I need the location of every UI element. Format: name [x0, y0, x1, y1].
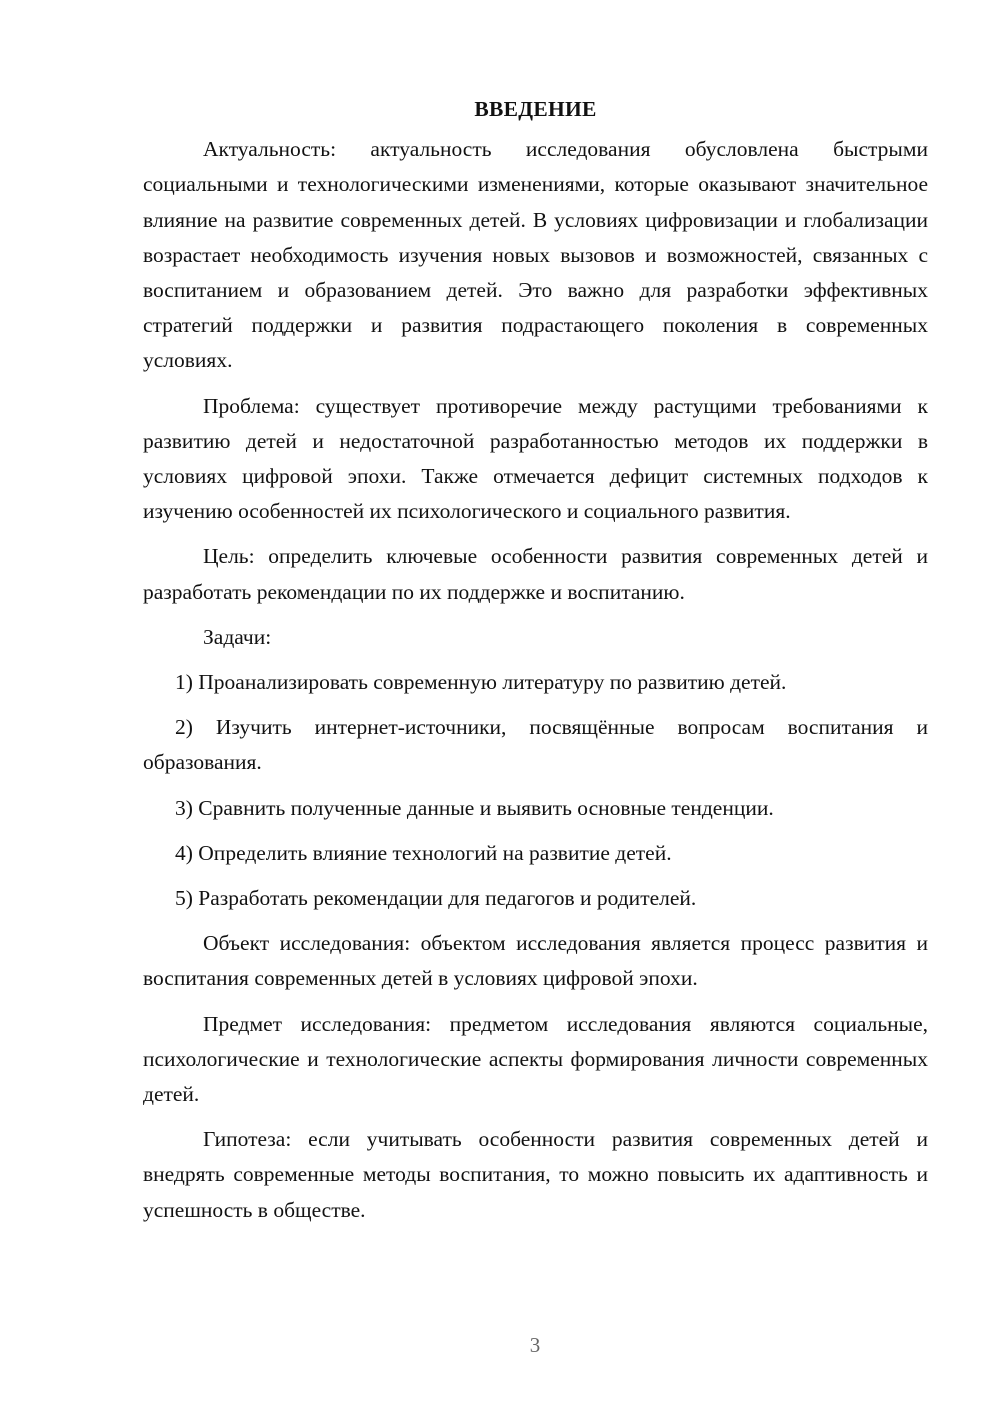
task-item-4: 4) Определить влияние технологий на развитие детей. — [175, 840, 672, 865]
section-title: ВВЕДЕНИЕ — [474, 97, 597, 121]
paragraph-subject: Предмет исследования: предметом исследования являются социальные, психологические и технологические аспекты формирования личности современных детей. — [143, 1011, 928, 1107]
document-page — [143, 92, 928, 1238]
task-item-3: 3) Сравнить полученные данные и выявить основные тенденции. — [175, 795, 774, 820]
task-item-2: 2) Изучить интернет-источники, посвящённые вопросам воспитания и образования. — [143, 715, 928, 775]
paragraph-problem: Проблема: существует противоречие между растущими требованиями к развитию детей и недостаточной разработанностью методов их поддержки в условиях цифровой эпохи. Также отмечается дефицит системных подходов к изучению особенностей их психологического и социального развития. — [143, 393, 928, 524]
paragraph-relevance: Актуальность: актуальность исследования обусловлена быстрыми социальными и технологическими изменениями, которые оказывают значительное влияние на развитие современных детей. В условиях цифровизации и глобализации возрастает необходимость изучения новых вызовов и возможностей, связанных с воспитанием и образованием детей. Это важно для разработки эффективных стратегий поддержки и развития подрастающего поколения в современных условиях. — [143, 137, 928, 373]
task-item-5: 5) Разработать рекомендации для педагогов и родителей. — [175, 886, 697, 911]
paragraph-goal: Цель: определить ключевые особенности развития современных детей и разработать рекомендации по их поддержке и воспитанию. — [143, 544, 928, 604]
paragraph-object: Объект исследования: объектом исследования является процесс развития и воспитания современных детей в условиях цифровой эпохи. — [143, 931, 928, 991]
paragraph-hypothesis: Гипотеза: если учитывать особенности развития современных детей и внедрять современные методы воспитания, то можно повысить их адаптивность и успешность в обществе. — [143, 1127, 928, 1222]
page-number: 3 — [529, 1333, 541, 1357]
task-item-1: 1) Проанализировать современную литературу по развитию детей. — [175, 670, 787, 695]
paragraph-tasks-heading: Задачи: — [203, 624, 272, 649]
